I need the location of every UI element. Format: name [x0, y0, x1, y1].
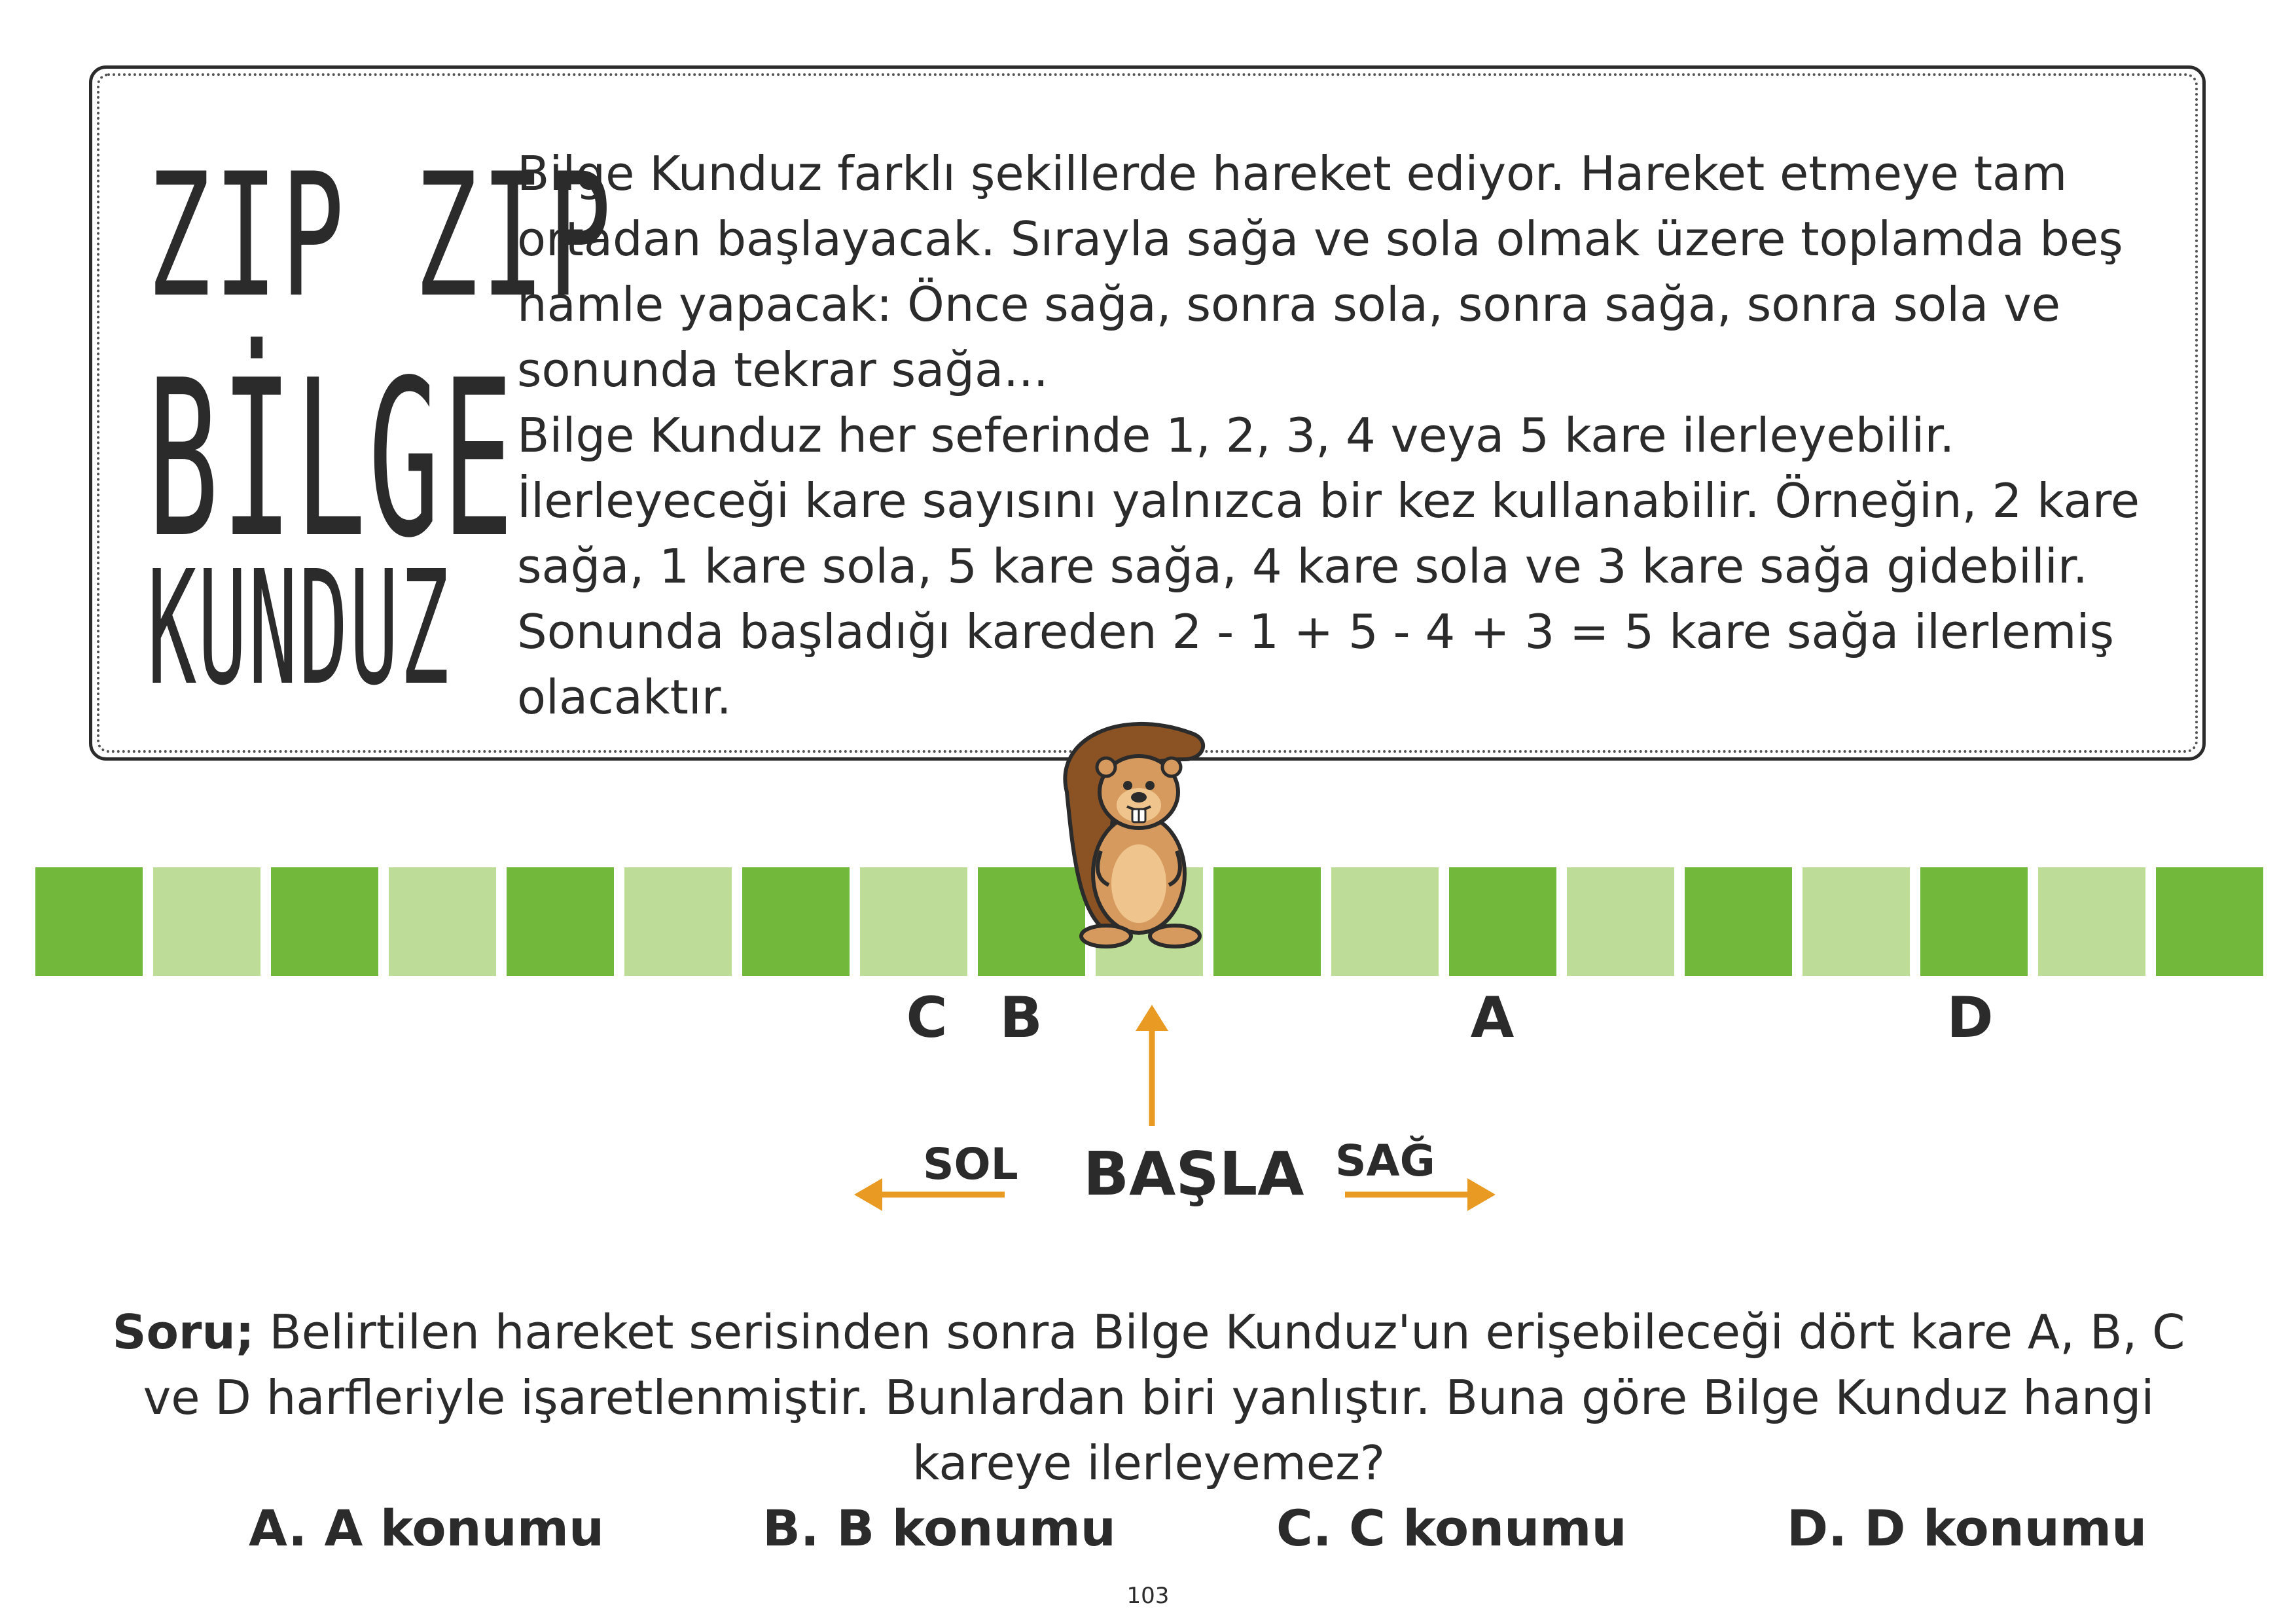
track-square — [624, 867, 732, 976]
track-square — [1803, 867, 1910, 976]
question-text — [98, 1299, 2199, 1496]
track-square — [2038, 867, 2145, 976]
title-line-3: KUNDUZ — [147, 537, 451, 720]
track-square — [1331, 867, 1439, 976]
question-prefix: Soru; — [112, 1305, 255, 1360]
option-a[interactable]: A. A konumu — [249, 1499, 605, 1557]
intro-paragraph-2: Bilge Kunduz her seferinde 1, 2, 3, 4 veya 5 kare ilerleyebilir. İlerleyeceği kare sayısını yalnızca bir kez kullanabilir. Örneğin, 2 kare sağa, 1 kare sola, 5 kare sağa, 4 kare sola ve 3 kare sağa gidebilir. Sonunda başladığı kareden 2 - 1 + 5 - 4 + 3 = 5 kare sağa ilerlemiş olacaktır. — [517, 408, 2140, 725]
track-square — [2156, 867, 2263, 976]
track-square — [389, 867, 496, 976]
option-c[interactable]: C. C konumu — [1276, 1499, 1627, 1557]
track-square — [507, 867, 614, 976]
page-number: 103 — [1126, 1583, 1170, 1609]
track-square — [271, 867, 378, 976]
title-line-1: ZIP ZIP — [147, 137, 615, 335]
track-square — [1685, 867, 1792, 976]
track-square — [153, 867, 260, 976]
option-b[interactable]: B. B konumu — [762, 1499, 1116, 1557]
question-body: Belirtilen hareket serisinden sonra Bilge Kunduz'un erişebileceği dört kare A, B, C ve D harfleriyle işaretlenmiştir. Bunlardan biri yanlıştır. Buna göre Bilge Kunduz hangi kareye ilerleyemez? — [143, 1305, 2185, 1490]
track-square — [1213, 867, 1321, 976]
track-square — [742, 867, 850, 976]
track-square — [35, 867, 143, 976]
label-start: BAŞLA — [1083, 1139, 1304, 1209]
title-line-2: BİLGE — [147, 334, 516, 585]
label-d: D — [1946, 985, 1994, 1051]
track-square — [860, 867, 967, 976]
track-square — [1567, 867, 1674, 976]
label-left: SOL — [923, 1139, 1018, 1189]
track-square — [1920, 867, 2028, 976]
label-b: B — [999, 985, 1043, 1051]
label-right: SAĞ — [1335, 1136, 1435, 1186]
track-square — [1449, 867, 1556, 976]
arrow-up-icon — [1132, 1001, 1172, 1126]
option-d[interactable]: D. D konumu — [1787, 1499, 2147, 1557]
label-a: A — [1470, 985, 1515, 1051]
label-c: C — [906, 985, 948, 1051]
intro-paragraph-1: Bilge Kunduz farklı şekillerde hareket ediyor. Hareket etmeye tam ortadan başlayacak. Sırayla sağa ve sola olmak üzere toplamda beş hamle yapacak: Önce sağa, sonra sola, sonra sağa, sonra sola ve sonunda tekrar sağa... — [517, 146, 2123, 397]
beaver-icon — [1041, 713, 1217, 962]
